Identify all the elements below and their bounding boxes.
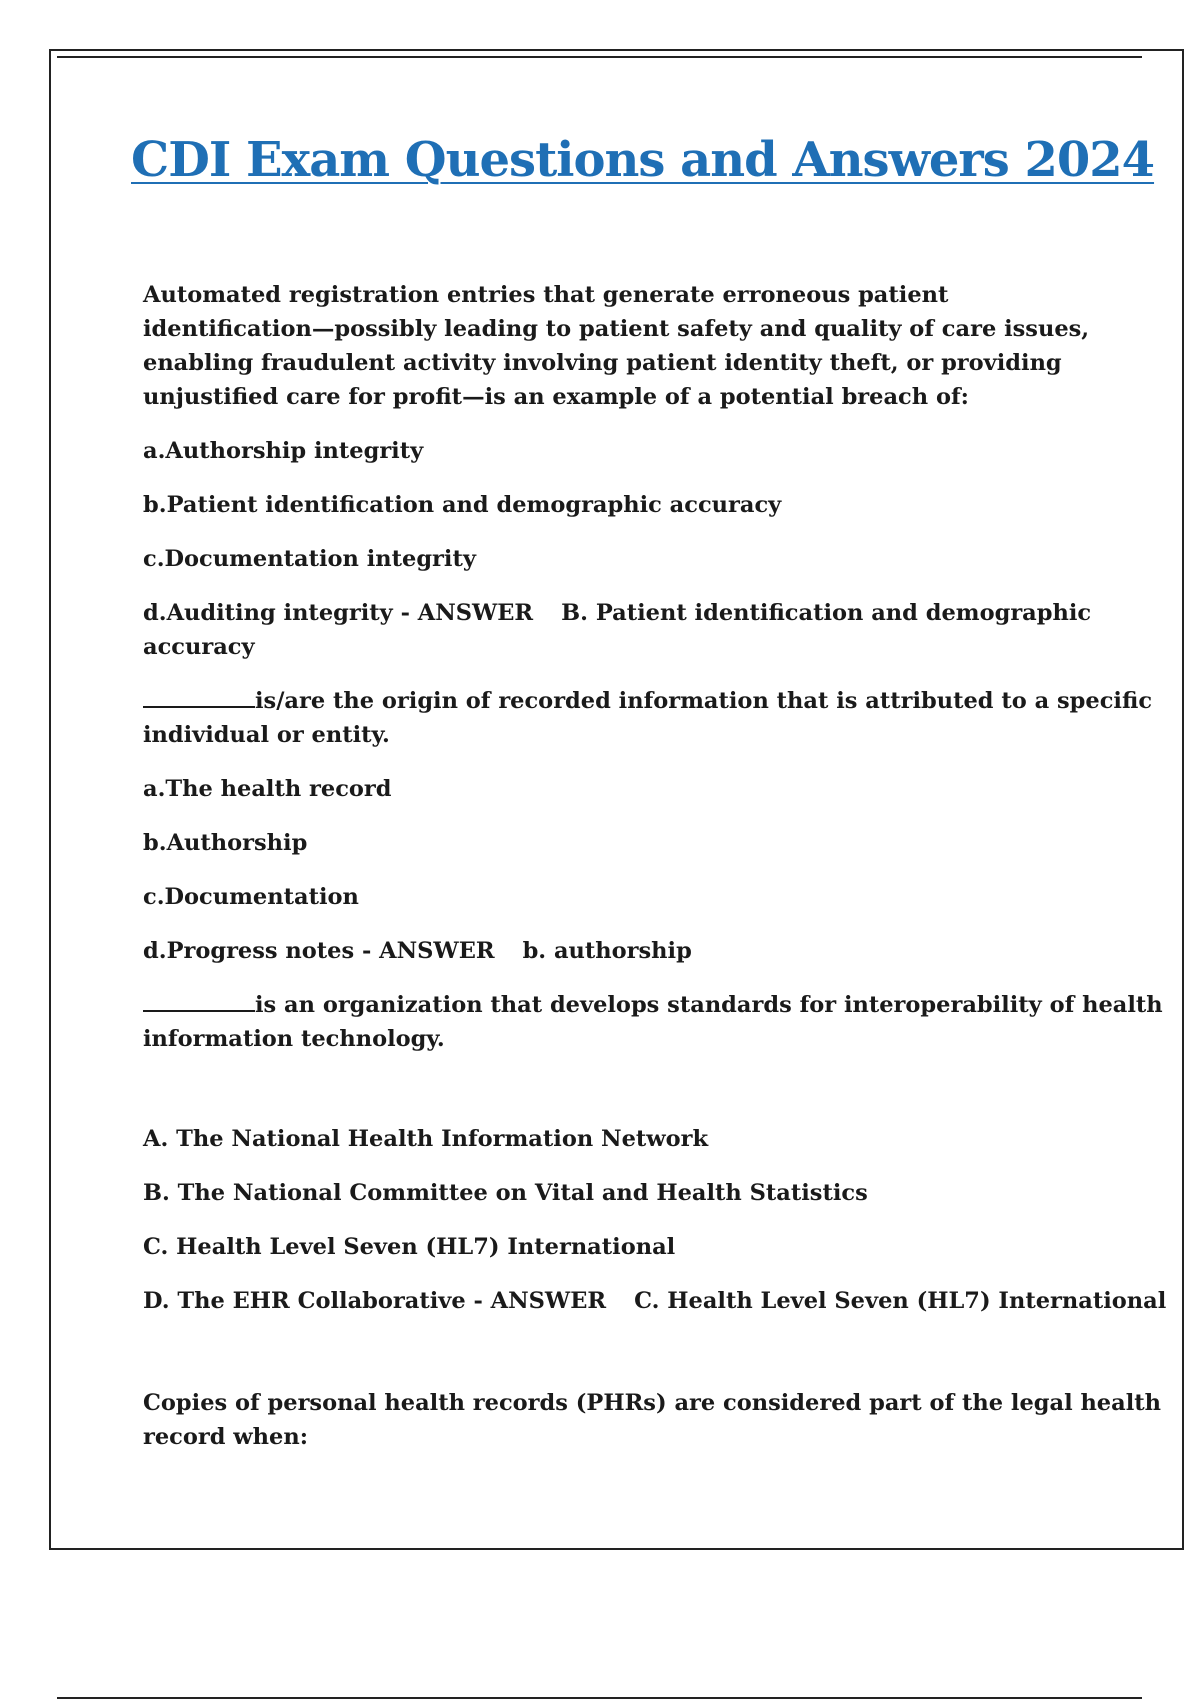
question-1-option-b: b.Patient identification and demographic accuracy — [143, 492, 782, 518]
document-title: CDI Exam Questions and Answers 2024 — [131, 132, 1155, 188]
question-2-option-d: d.Progress notes - ANSWER — [143, 938, 495, 964]
question-2-answer: b. authorship — [522, 938, 692, 964]
question-1-stem-line: unjustified care for profit—is an example of a potential breach of: — [143, 384, 969, 410]
question-3-option-a: A. The National Health Information Network — [143, 1126, 709, 1152]
question-3-answer: C. Health Level Seven (HL7) International — [634, 1288, 1167, 1314]
question-3-stem — [143, 988, 1163, 1056]
question-1-stem-line: identification—possibly leading to patient safety and quality of care issues, — [143, 316, 1090, 342]
question-1-option-c: c.Documentation integrity — [143, 546, 476, 572]
question-3-option-b: B. The National Committee on Vital and Health Statistics — [143, 1180, 868, 1206]
question-1-answer: B. Patient identification and demographic — [561, 600, 1092, 626]
question-1-option-d-with-answer — [143, 596, 1093, 664]
question-1-stem — [143, 278, 1093, 414]
question-2-stem — [143, 684, 1153, 752]
question-1-stem-line: Automated registration entries that generate erroneous patient — [143, 282, 949, 308]
question-4-stem — [143, 1386, 1162, 1454]
fill-in-blank — [143, 705, 255, 708]
question-2-option-c: c.Documentation — [143, 884, 359, 910]
question-2-option-b: b.Authorship — [143, 830, 308, 856]
question-4-stem-line: Copies of personal health records (PHRs) are considered part of the legal health — [143, 1390, 1162, 1416]
question-2-stem-line: individual or entity. — [143, 722, 390, 748]
document-body — [143, 278, 1167, 1454]
bottom-rule — [57, 1697, 1142, 1699]
top-rule — [57, 56, 1142, 58]
question-2-option-a: a.The health record — [143, 776, 392, 802]
question-3-option-d: D. The EHR Collaborative - ANSWER — [143, 1288, 607, 1314]
question-1-stem-line: enabling fraudulent activity involving patient identity theft, or providing — [143, 350, 1062, 376]
question-3-stem-line: is an organization that develops standards for interoperability of health — [255, 992, 1163, 1018]
fill-in-blank — [143, 1009, 255, 1012]
question-2-stem-line: is/are the origin of recorded information that is attributed to a specific — [255, 688, 1153, 714]
question-2-option-d-with-answer — [143, 934, 1093, 968]
question-3-option-d-with-answer — [143, 1284, 1167, 1318]
question-1-answer-continued: accuracy — [143, 634, 255, 660]
question-1-option-a: a.Authorship integrity — [143, 438, 424, 464]
question-4-stem-line: record when: — [143, 1424, 309, 1450]
question-3-option-c: C. Health Level Seven (HL7) International — [143, 1234, 676, 1260]
question-1-option-d: d.Auditing integrity - ANSWER — [143, 600, 534, 626]
question-3-stem-line: information technology. — [143, 1026, 445, 1052]
